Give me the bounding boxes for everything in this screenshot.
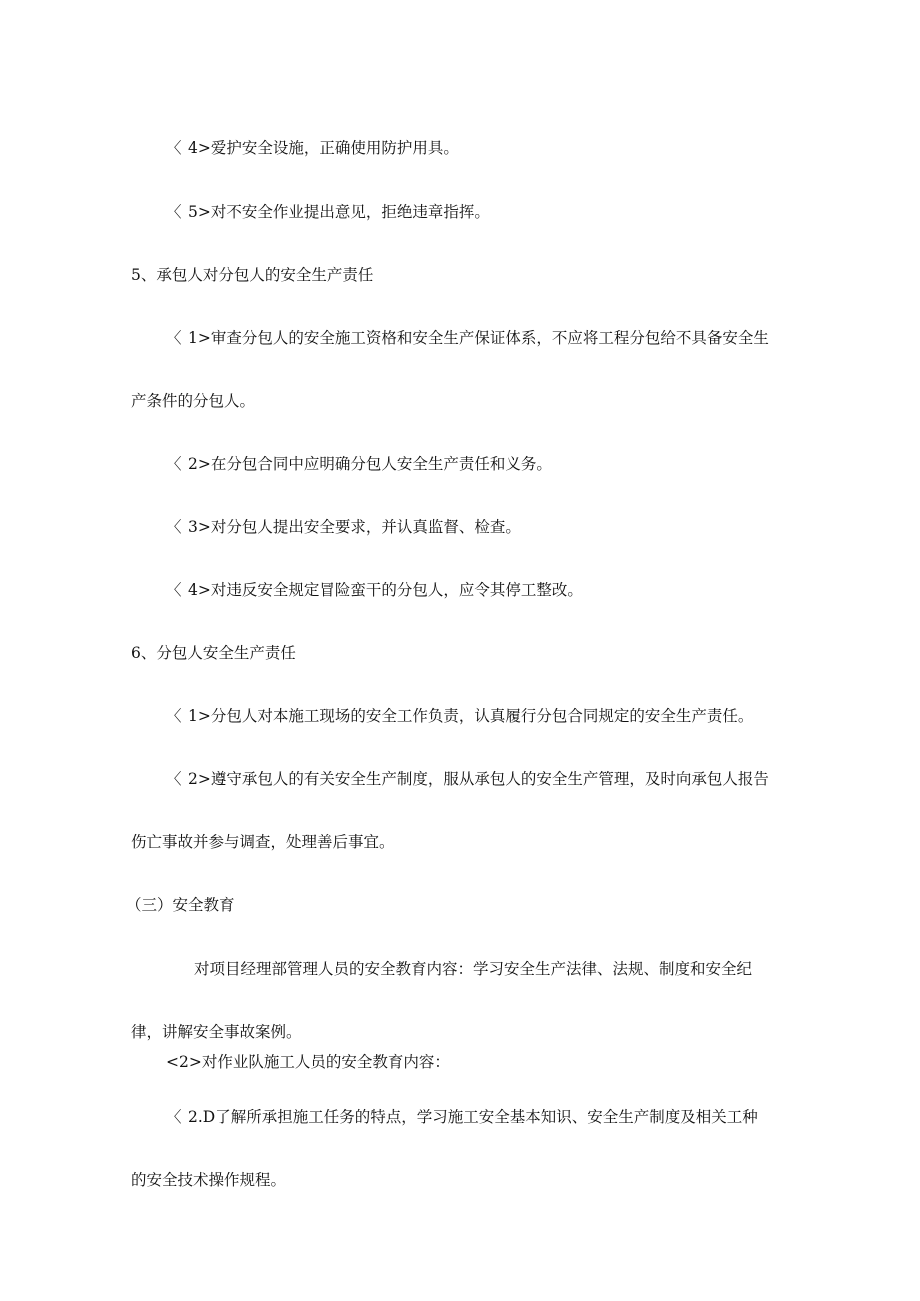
section-heading: （三）安全教育 <box>126 896 235 914</box>
list-item-text: 5>对不安全作业提出意见，拒绝违章指挥。 <box>188 203 490 221</box>
list-marker: 〈 <box>166 139 182 157</box>
list-item-text: 2>在分包合同中应明确分包人安全生产责任和义务。 <box>188 455 552 473</box>
list-item <box>166 706 753 726</box>
list-item <box>166 454 552 474</box>
list-item-text: 2>遵守承包人的有关安全生产制度，服从承包人的安全生产管理，及时向承包人报告 <box>188 770 769 788</box>
list-item <box>166 1107 758 1127</box>
paragraph: 对项目经理部管理人员的安全教育内容：学习安全生产法律、法规、制度和安全纪 <box>194 960 753 978</box>
list-marker: 〈 <box>166 770 182 788</box>
paragraph-continuation: 的安全技术操作规程。 <box>131 1171 287 1189</box>
subsection-heading: <2>对作业队施工人员的安全教育内容： <box>166 1053 450 1071</box>
list-item-text: 3>对分包人提出安全要求，并认真监督、检查。 <box>188 518 521 536</box>
paragraph-continuation: 伤亡事故并参与调查，处理善后事宜。 <box>131 833 395 851</box>
list-item-text: 4>爱护安全设施，正确使用防护用具。 <box>188 139 459 157</box>
list-marker: 〈 <box>166 203 182 221</box>
list-item-text: 1>分包人对本施工现场的安全工作负责，认真履行分包合同规定的安全生产责任。 <box>188 707 754 725</box>
list-item-text: 4>对违反安全规定冒险蛮干的分包人，应令其停工整改。 <box>188 581 583 599</box>
list-marker: 〈 <box>166 707 182 725</box>
list-item-text: 2.D了解所承担施工任务的特点，学习施工安全基本知识、安全生产制度及相关工种 <box>188 1108 758 1126</box>
list-marker: 〈 <box>166 518 182 536</box>
section-heading: 6、分包人安全生产责任 <box>131 644 296 662</box>
list-marker: 〈 <box>166 455 182 473</box>
paragraph-continuation: 律，讲解安全事故案例。 <box>131 1023 302 1041</box>
list-marker: 〈 <box>166 329 182 347</box>
list-item <box>166 328 769 348</box>
list-marker: 〈 <box>166 1108 182 1126</box>
list-item <box>166 202 490 222</box>
list-item <box>166 138 459 158</box>
list-item <box>166 769 769 789</box>
list-marker: 〈 <box>166 581 182 599</box>
list-item <box>166 580 583 600</box>
list-item <box>166 517 521 537</box>
section-heading: 5、承包人对分包人的安全生产责任 <box>131 266 374 284</box>
list-item-text: 1>审查分包人的安全施工资格和安全生产保证体系，不应将工程分包给不具备安全生 <box>188 329 769 347</box>
paragraph-continuation: 产条件的分包人。 <box>131 392 256 410</box>
